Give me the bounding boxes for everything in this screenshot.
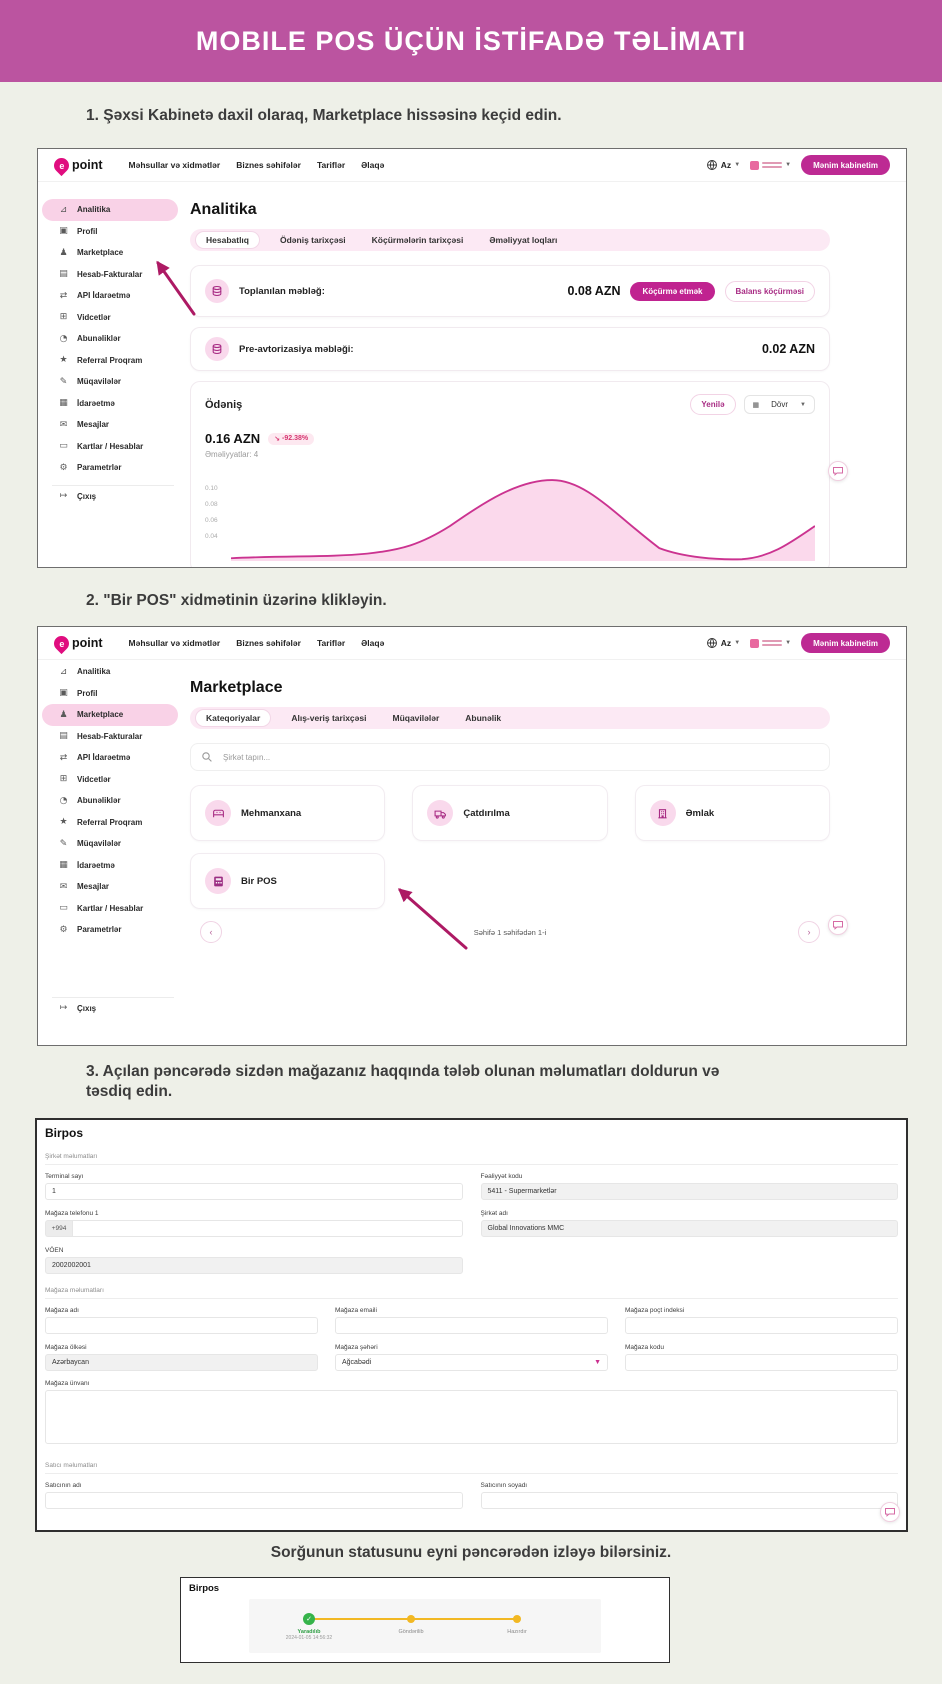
tab-subscription[interactable]: Abunəlik [465, 713, 502, 723]
hotel-icon [205, 800, 231, 826]
chart-icon: ⊿ [59, 666, 68, 677]
store-zip-field[interactable] [625, 1317, 898, 1334]
marketplace-content [190, 659, 830, 943]
sidebar-item-settings[interactable]: ⚙ Parametrlər [59, 924, 122, 935]
sidebar-item-referral[interactable]: ★ Referral Proqram [59, 355, 143, 366]
step1-caption: 1. Şəxsi Kabinetə daxil olaraq, Marketplace hissəsinə keçid edin. [86, 107, 562, 124]
pen-icon: ✎ [59, 838, 68, 849]
envelope-icon: ✉ [59, 881, 68, 892]
chevron-down-icon: ▼ [734, 162, 741, 168]
voen-field: 2002002001 [45, 1257, 463, 1274]
sidebar-item-api[interactable]: ⇄ API İdarəetmə [59, 752, 131, 763]
header-right [706, 155, 890, 175]
nav-tariffs[interactable]: Tariflər [316, 160, 346, 170]
org-switcher[interactable] [750, 161, 791, 170]
sidebar-item-invoices[interactable]: ▤ Hesab-Fakturalar [59, 269, 143, 280]
tab-hesabatliq[interactable]: Hesabatlıq [195, 231, 260, 249]
voen-label: VÖEN [45, 1247, 64, 1254]
language-selector[interactable]: Az ▼ [706, 637, 740, 649]
sidebar-item-messages[interactable]: ✉ Mesajlar [59, 881, 110, 892]
search-icon [201, 751, 213, 763]
star-icon: ★ [59, 355, 68, 366]
preauth-amount-label: Pre-avtorizasiya məbləği: [239, 343, 354, 355]
my-cabinet-button[interactable]: Mənim kabinetim [801, 633, 890, 653]
store-country-field: Azərbaycan [45, 1354, 318, 1371]
top-nav-bar [38, 627, 906, 660]
my-cabinet-button[interactable]: Mənim kabinetim [801, 155, 890, 175]
pos-terminal-icon [205, 868, 231, 894]
gear-icon: ⚙ [59, 924, 68, 935]
screenshot-analytics [37, 148, 907, 568]
org-logo-icon [750, 161, 759, 170]
store-country-label: Mağaza ölkəsi [45, 1344, 87, 1351]
sidebar-item-api[interactable]: ⇄ API İdarəetmə [59, 290, 131, 301]
nav-products[interactable]: Məhsullar və xidmətlər [128, 638, 221, 648]
step-pending-dot [407, 1615, 415, 1623]
activity-code-field: 5411 - Supermarketlər [481, 1183, 899, 1200]
envelope-icon: ✉ [59, 419, 68, 430]
chevron-down-icon: ▼ [734, 640, 741, 646]
store-city-label: Mağaza şəhəri [335, 1344, 378, 1351]
star-icon: ★ [59, 817, 68, 828]
chat-bubble-button[interactable] [828, 915, 848, 935]
grid-icon: ▦ [59, 398, 68, 409]
marketplace-tabs [190, 707, 830, 729]
clock-icon: ◔ [59, 333, 68, 344]
invoice-icon: ▤ [59, 269, 68, 280]
nav-contact[interactable]: Əlaqə [361, 638, 385, 648]
api-icon: ⇄ [59, 290, 68, 301]
gear-icon: ⚙ [59, 462, 68, 473]
refresh-button[interactable]: Yenilə [690, 394, 735, 415]
nav-business[interactable]: Biznes səhifələr [236, 160, 301, 170]
collected-amount-card [190, 265, 830, 317]
widgets-icon: ⊞ [59, 774, 68, 785]
user-icon: ♟ [59, 709, 68, 720]
org-name-text [762, 161, 782, 170]
seller-surname-label: Satıcının soyadı [480, 1482, 528, 1489]
tab-transfer-history[interactable]: Köçürmələrin tarixçəsi [371, 235, 464, 245]
invoice-icon: ▤ [59, 731, 68, 742]
payment-area-chart [205, 469, 815, 561]
main-nav [129, 638, 385, 648]
sidebar-item-invoices[interactable]: ▤ Hesab-Fakturalar [59, 731, 143, 742]
sidebar-item-widgets[interactable]: ⊞ Vidcetlər [59, 312, 111, 323]
calendar-icon: ▦ [752, 400, 760, 409]
payment-amount: 0.16 AZN [205, 431, 261, 446]
user-icon: ♟ [59, 247, 68, 258]
payment-chart-card [190, 381, 830, 568]
store-phone-field[interactable] [72, 1220, 463, 1237]
sidebar-item-referral[interactable]: ★ Referral Proqram [59, 817, 143, 828]
sidebar-item-cards[interactable]: ▭ Kartlar / Hesablar [59, 441, 144, 452]
analytics-tabs [190, 229, 830, 251]
store-name-field[interactable] [45, 1317, 318, 1334]
category-card-birpos[interactable]: Bir POS [190, 853, 385, 909]
tab-operation-logs[interactable]: Əməliyyat loqları [489, 235, 558, 245]
screenshot-status [180, 1577, 670, 1663]
api-icon: ⇄ [59, 752, 68, 763]
globe-icon [706, 159, 718, 171]
nav-contact[interactable]: Əlaqə [361, 160, 385, 170]
org-switcher[interactable] [750, 639, 791, 648]
globe-icon [706, 637, 718, 649]
next-page-button[interactable]: › [798, 921, 820, 943]
sidebar [38, 181, 188, 567]
banner [0, 0, 942, 82]
nav-business[interactable]: Biznes səhifələr [236, 638, 301, 648]
collected-amount-value: 0.08 AZN [567, 284, 621, 298]
sidebar-item-analitika[interactable]: ⊿ Analitika [59, 666, 111, 677]
change-badge: ↘ -92.38% [268, 433, 314, 445]
logout-icon: ↦ [59, 1003, 68, 1014]
area-chart-svg [231, 469, 815, 561]
logout-icon: ↦ [59, 491, 68, 502]
sidebar-item-logout[interactable]: ↦ Çıxış [59, 491, 97, 502]
section-seller: Satıcı məlumatları [45, 1462, 898, 1474]
step2-caption: 2. "Bir POS" xidmətinin üzərinə klikləyin. [86, 592, 387, 609]
sidebar-item-subscriptions[interactable]: ◔ Abunəliklər [59, 333, 121, 344]
pagination [190, 921, 830, 943]
category-card-emlak[interactable]: Əmlak [635, 785, 830, 841]
step3-caption: 3. Açılan pəncərədə sizdən mağazanız haqqında tələb olunan məlumatları doldurun və təsdiq edin. [86, 1063, 720, 1101]
analytics-content [190, 181, 830, 568]
store-code-label: Mağaza kodu [625, 1344, 665, 1351]
search-input[interactable] [221, 752, 819, 763]
epoint-pin-icon: e [51, 154, 72, 175]
sidebar [38, 659, 188, 1045]
collected-amount-label: Toplanılan məbləğ: [239, 285, 325, 297]
step-done-check-icon: ✓ [303, 1613, 315, 1625]
form-title: Birpos [45, 1126, 84, 1140]
transfer-button[interactable]: Köçürmə etmək [630, 282, 714, 301]
org-name-text [762, 639, 782, 648]
tab-payment-history[interactable]: Ödəniş tarixçəsi [280, 235, 346, 245]
card-icon: ▭ [59, 441, 68, 452]
profile-icon: ▣ [59, 688, 68, 699]
prev-page-button[interactable]: ‹ [200, 921, 222, 943]
section-store: Mağaza məlumatları [45, 1287, 898, 1299]
chevron-down-icon: ▼ [594, 1359, 601, 1366]
sidebar-item-management[interactable]: ▦ İdarəetmə [59, 398, 115, 409]
step4-caption: Sorğunun statusunu eyni pəncərədən izləyə bilərsiniz. [270, 1544, 672, 1561]
tab-contracts[interactable]: Müqavilələr [392, 713, 440, 723]
terminal-count-field[interactable] [45, 1183, 463, 1200]
seller-name-label: Satıcının adı [45, 1482, 82, 1489]
store-phone-label: Mağaza telefonu 1 [45, 1210, 99, 1217]
company-name-field: Global Innovations MMC [481, 1220, 899, 1237]
header-right [706, 633, 890, 653]
chart-icon: ⊿ [59, 204, 68, 215]
sidebar-item-profil[interactable]: ▣ Profil [59, 688, 98, 699]
y-axis-ticks: 0.10 0.08 0.06 0.04 [205, 485, 218, 540]
status-step-3: Hazırdır [507, 1629, 527, 1635]
sidebar-item-management[interactable]: ▦ İdarəetmə [59, 860, 115, 871]
tab-categories[interactable]: Kateqoriyalar [195, 709, 271, 727]
store-email-label: Mağaza emaili [335, 1307, 377, 1314]
epoint-logo[interactable]: e point [54, 636, 103, 651]
chevron-down-icon: ▼ [785, 640, 792, 646]
sidebar-item-logout[interactable]: ↦ Çıxış [59, 1003, 97, 1014]
truck-icon [427, 800, 453, 826]
period-dropdown[interactable]: ▦ Dövr ▼ [744, 395, 815, 414]
tab-purchase-history[interactable]: Alış-veriş tarixçəsi [291, 713, 367, 723]
store-name-label: Mağaza adı [45, 1307, 79, 1314]
payment-title: Ödəniş [205, 398, 243, 411]
sidebar-item-marketplace[interactable]: ♟ Marketplace [59, 247, 124, 258]
top-nav-bar [38, 149, 906, 182]
clock-icon: ◔ [59, 795, 68, 806]
status-step-1: Yaradılıb 2024-01-05 14:56:32 [285, 1629, 333, 1641]
widgets-icon: ⊞ [59, 312, 68, 323]
store-email-field[interactable] [335, 1317, 608, 1334]
chat-bubble-button[interactable] [880, 1502, 900, 1522]
category-cards [190, 785, 830, 909]
epoint-pin-icon: e [51, 632, 72, 653]
pen-icon: ✎ [59, 376, 68, 387]
building-icon [650, 800, 676, 826]
chat-bubble-button[interactable] [828, 461, 848, 481]
database-icon [205, 337, 229, 361]
nav-tariffs[interactable]: Tariflər [316, 638, 346, 648]
category-card-mehmanxana[interactable]: Mehmanxana [190, 785, 385, 841]
store-address-label: Mağaza ünvanı [45, 1380, 90, 1387]
sidebar-item-cards[interactable]: ▭ Kartlar / Hesablar [59, 903, 144, 914]
profile-icon: ▣ [59, 226, 68, 237]
sidebar-item-subscriptions[interactable]: ◔ Abunəliklər [59, 795, 121, 806]
chevron-down-icon: ▼ [800, 401, 806, 408]
store-city-select[interactable]: Ağcabədi ▼ [335, 1354, 608, 1371]
org-logo-icon [750, 639, 759, 648]
terminal-count-label: Terminal sayı [45, 1173, 84, 1180]
phone-prefix: +994 [45, 1220, 72, 1237]
sidebar-item-profil[interactable]: ▣ Profil [59, 226, 98, 237]
sidebar-item-marketplace[interactable]: ♟ Marketplace [42, 704, 178, 726]
category-card-catdirilma[interactable]: Çatdırılma [412, 785, 607, 841]
store-address-field[interactable] [45, 1390, 898, 1444]
screenshot-marketplace [37, 626, 907, 1046]
card-icon: ▭ [59, 903, 68, 914]
banner-title: MOBILE POS ÜÇÜN İSTİFADƏ TƏLİMATI [195, 25, 747, 56]
sidebar-item-analitika[interactable]: ⊿ Analitika [42, 199, 178, 221]
balance-transfer-button[interactable]: Balans köçürməsi [725, 281, 815, 302]
grid-icon: ▦ [59, 860, 68, 871]
database-icon [205, 279, 229, 303]
seller-name-field[interactable] [45, 1492, 463, 1509]
page-title: Analitika [190, 201, 257, 218]
status-stepper [249, 1599, 601, 1653]
activity-code-label: Fəaliyyət kodu [480, 1173, 523, 1180]
preauth-amount-value: 0.02 AZN [761, 342, 815, 356]
epoint-logo[interactable]: e point [54, 158, 103, 173]
store-zip-label: Mağaza poçt indeksi [625, 1307, 685, 1314]
pagination-label: Səhifə 1 səhifədən 1-i [473, 927, 547, 937]
company-search[interactable] [190, 743, 830, 771]
store-code-field[interactable] [625, 1354, 898, 1371]
section-company: Şirkət məlumatları [45, 1153, 898, 1165]
sidebar-item-contracts[interactable]: ✎ Müqavilələr [59, 838, 122, 849]
status-step-2: Göndərilib [398, 1629, 424, 1635]
screenshot-birpos-form [35, 1118, 908, 1532]
sidebar-item-contracts[interactable]: ✎ Müqavilələr [59, 376, 122, 387]
preauth-amount-card [190, 327, 830, 371]
step-pending-dot [513, 1615, 521, 1623]
seller-surname-field[interactable] [481, 1492, 899, 1509]
language-selector[interactable]: Az ▼ [706, 159, 740, 171]
sidebar-item-widgets[interactable]: ⊞ Vidcetlər [59, 774, 111, 785]
status-title: Birpos [189, 1583, 220, 1594]
trend-down-icon: ↘ [274, 435, 281, 443]
company-name-label: Şirkət adı [480, 1210, 508, 1217]
operations-count: Əməliyyatlar: 4 [205, 450, 259, 459]
sidebar-item-settings[interactable]: ⚙ Parametrlər [59, 462, 122, 473]
chevron-down-icon: ▼ [785, 162, 792, 168]
page-title: Marketplace [190, 679, 283, 696]
main-nav [129, 160, 385, 170]
sidebar-item-messages[interactable]: ✉ Mesajlar [59, 419, 110, 430]
nav-products[interactable]: Məhsullar və xidmətlər [128, 160, 221, 170]
